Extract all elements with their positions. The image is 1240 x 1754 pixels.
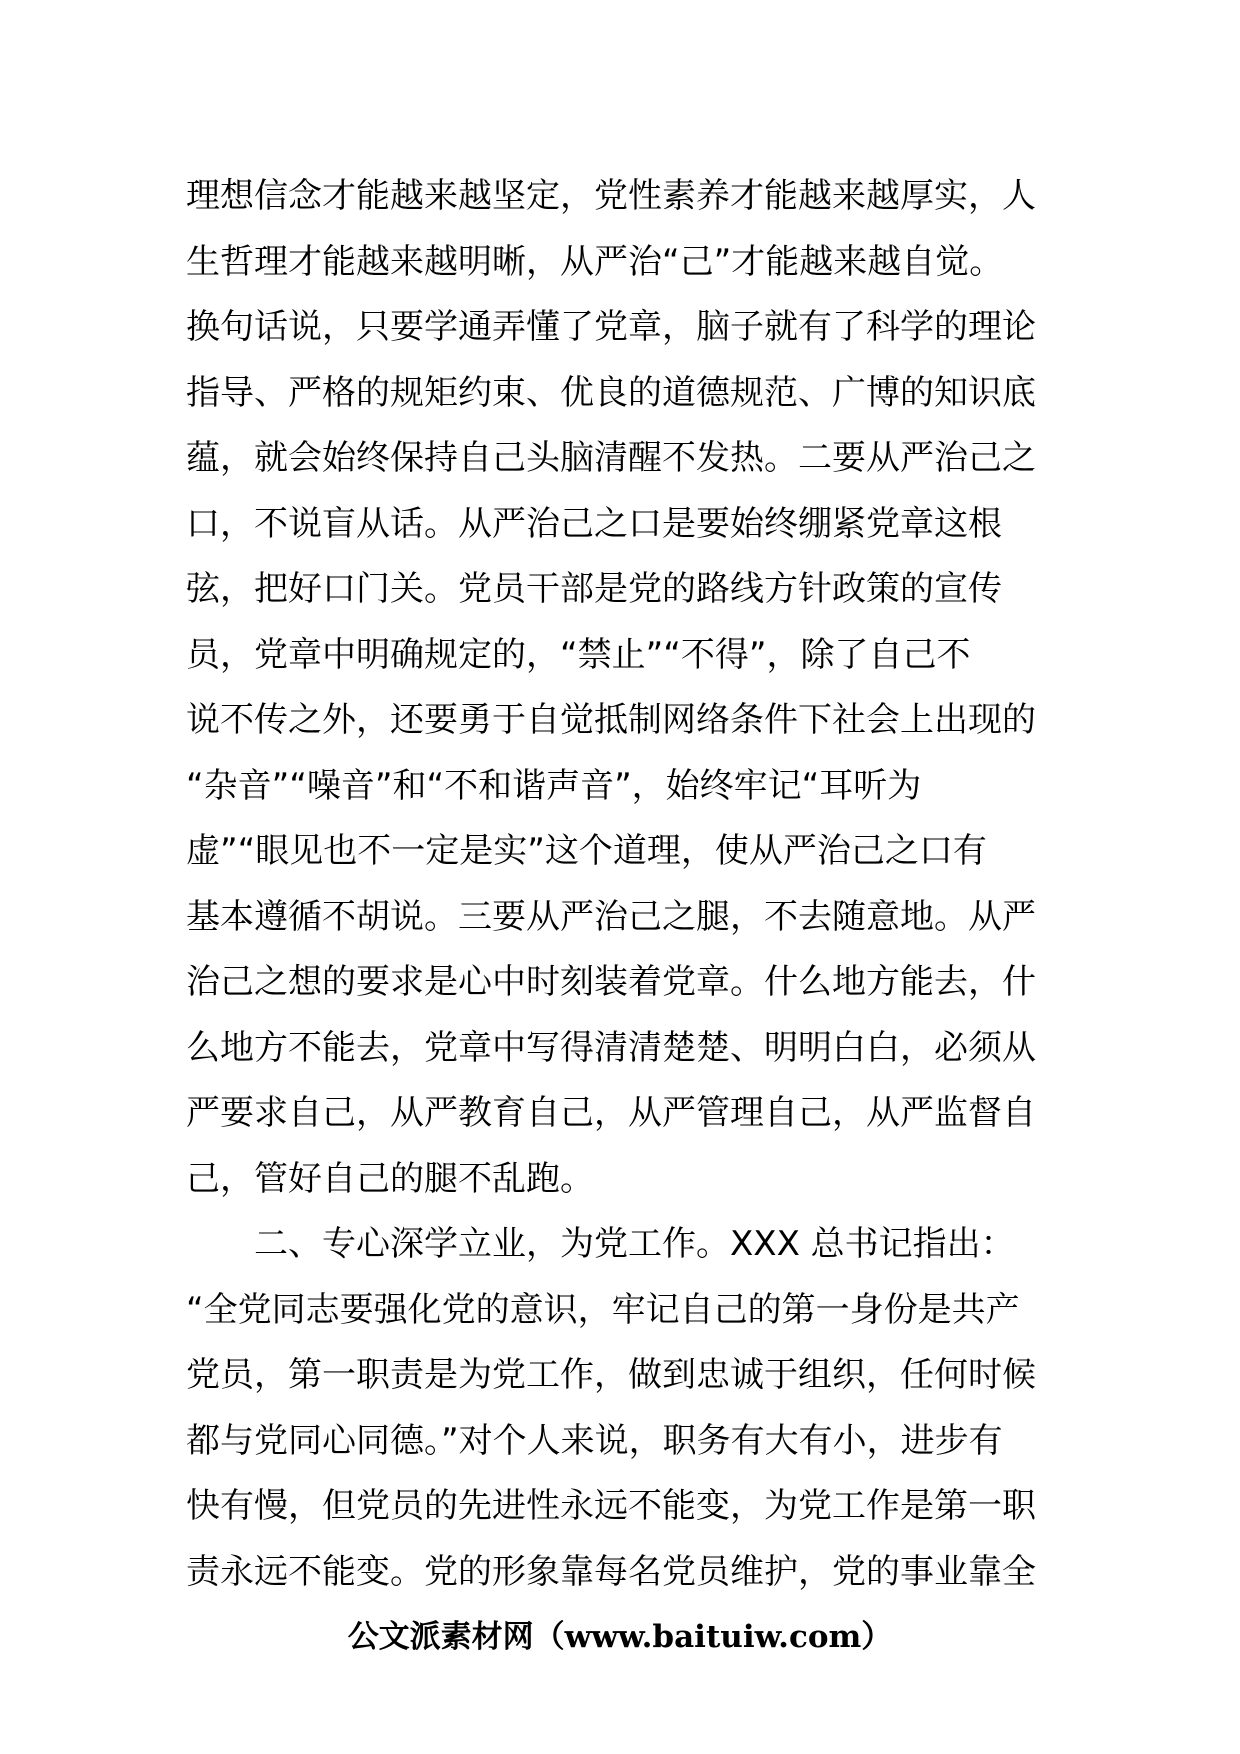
text-line: 虚”“眼见也不一定是实”这个道理，使从严治己之口有 [186,831,987,871]
text-line: 换句话说，只要学通弄懂了党章，脑子就有了科学的理论 [186,307,1036,347]
text-line: 党员，第一职责是为党工作，做到忠诚于组织，任何时候 [186,1355,1036,1395]
text-line: 生哲理才能越来越明晰，从严治“己”才能越来越自觉。 [186,241,1004,282]
text-line: 快有慢，但党员的先进性永远不能变，为党工作是第一职 [186,1486,1036,1526]
text-line: 都与党同心同德。”对个人来说，职务有大有小，进步有 [186,1420,1003,1461]
text-line: 指导、严格的规矩约束、优良的道德规范、广博的知识底 [186,372,1036,413]
text-line: 理想信念才能越来越坚定，党性素养才能越来越厚实，人 [186,176,1036,216]
text-line: “全党同志要强化党的意识，牢记自己的第一身份是共产 [186,1289,1020,1330]
text-line: 么地方不能去，党章中写得清清楚楚、明明白白，必须从 [186,1027,1036,1068]
text-line: 口，不说盲从话。从严治己之口是要始终绷紧党章这根 [186,503,1002,544]
text-line: 治己之想的要求是心中时刻装着党章。什么地方能去，什 [186,962,1036,1002]
text-line: 己，管好自己的腿不乱跑。 [186,1158,594,1199]
footer-source: 公文派素材网（www.baituiw.com） [347,1619,893,1655]
text-line: 蕴，就会始终保持自己头脑清醒不发热。二要从严治己之 [186,438,1036,478]
body-text [186,164,1056,1605]
text-line: 责永远不能变。党的形象靠每名党员维护，党的事业靠全 [186,1551,1036,1592]
text-line: 员，党章中明确规定的，“禁止”“不得”，除了自己不 [186,634,971,675]
text-line: “杂音”“噪音”和“不和谐声音”，始终牢记“耳听为 [186,765,922,806]
section-heading-line: 二、专心深学立业，为党工作。XXX 总书记指出： [254,1224,1015,1264]
text-line: 基本遵循不胡说。三要从严治己之腿，不去随意地。从严 [186,896,1036,937]
text-line: 说不传之外，还要勇于自觉抵制网络条件下社会上出现的 [186,700,1036,740]
text-line: 弦，把好口门关。党员干部是党的路线方针政策的宣传 [186,569,1002,609]
text-line: 严要求自己，从严教育自己，从严管理自己，从严监督自 [186,1093,1036,1133]
